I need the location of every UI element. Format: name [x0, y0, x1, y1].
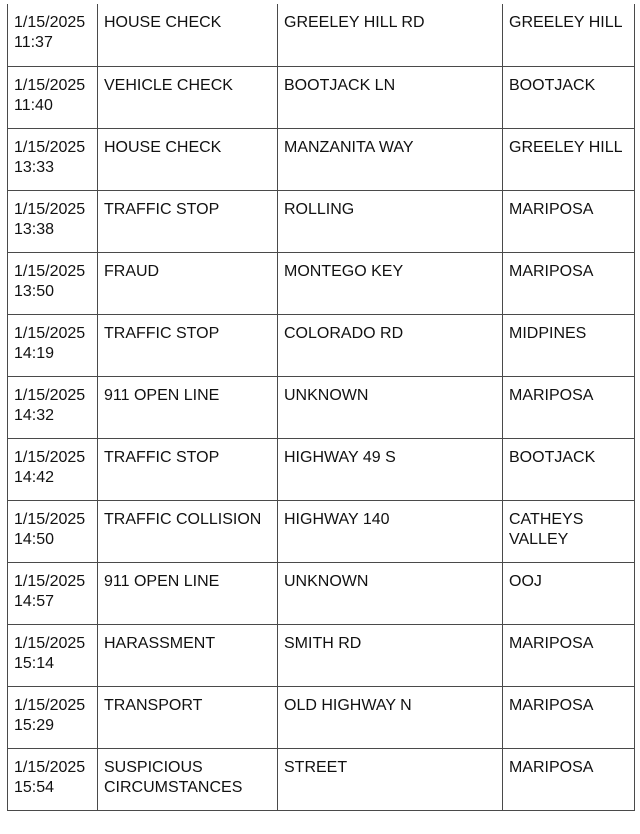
table-row [8, 4, 635, 66]
call-type-cell [98, 686, 278, 748]
call-type: HARASSMENT [104, 634, 216, 652]
location-cell [278, 748, 503, 810]
call-log-body [8, 4, 635, 810]
call-location: ROLLING [284, 200, 355, 218]
call-type-cell [98, 190, 278, 252]
call-location: UNKNOWN [284, 572, 369, 590]
call-area: MARIPOSA [509, 262, 594, 280]
location-cell [278, 562, 503, 624]
datetime-cell [8, 748, 98, 810]
location-cell [278, 686, 503, 748]
call-log-table [7, 4, 635, 811]
area-cell [503, 190, 635, 252]
table-row [8, 376, 635, 438]
call-date: 1/15/2025 [14, 758, 86, 776]
call-date: 1/15/2025 [14, 76, 86, 94]
call-type-cell [98, 438, 278, 500]
datetime-cell [8, 252, 98, 314]
call-type: 911 OPEN LINE [104, 572, 220, 590]
datetime-cell [8, 66, 98, 128]
call-type: TRANSPORT [104, 696, 203, 714]
area-cell [503, 128, 635, 190]
call-type: HOUSE CHECK [104, 14, 222, 31]
location-cell [278, 314, 503, 376]
location-cell [278, 624, 503, 686]
call-time: 13:50 [14, 282, 55, 300]
call-type: 911 OPEN LINE [104, 386, 220, 404]
datetime-cell [8, 562, 98, 624]
call-date: 1/15/2025 [14, 634, 86, 652]
datetime-cell [8, 500, 98, 562]
call-time: 13:33 [14, 158, 55, 176]
location-cell [278, 66, 503, 128]
location-cell [278, 252, 503, 314]
call-type: TRAFFIC STOP [104, 324, 220, 342]
call-type-cell [98, 4, 278, 66]
call-location: STREET [284, 758, 348, 776]
call-area: BOOTJACK [509, 448, 596, 466]
call-date: 1/15/2025 [14, 200, 86, 218]
call-type-cell [98, 314, 278, 376]
call-date: 1/15/2025 [14, 324, 86, 342]
area-cell [503, 376, 635, 438]
location-cell [278, 128, 503, 190]
call-time: 15:29 [14, 716, 55, 734]
call-location: OLD HIGHWAY N [284, 696, 412, 714]
call-area: MARIPOSA [509, 696, 594, 714]
call-time: 11:40 [14, 96, 53, 114]
call-location: SMITH RD [284, 634, 362, 652]
call-date: 1/15/2025 [14, 510, 86, 528]
table-row [8, 624, 635, 686]
location-cell [278, 438, 503, 500]
location-cell [278, 190, 503, 252]
table-row [8, 686, 635, 748]
call-time: 11:37 [14, 34, 53, 51]
call-type: FRAUD [104, 262, 160, 280]
call-date: 1/15/2025 [14, 696, 86, 714]
table-row [8, 438, 635, 500]
call-date: 1/15/2025 [14, 572, 86, 590]
area-cell [503, 314, 635, 376]
area-cell [503, 4, 635, 66]
call-type-cell [98, 624, 278, 686]
table-row [8, 66, 635, 128]
call-area: CATHEYS VALLEY [509, 510, 584, 548]
call-time: 13:38 [14, 220, 55, 238]
call-area: MARIPOSA [509, 634, 594, 652]
table-row [8, 252, 635, 314]
datetime-cell [8, 686, 98, 748]
call-type: VEHICLE CHECK [104, 76, 233, 94]
call-type: SUSPICIOUS CIRCUMSTANCES [104, 758, 243, 796]
table-row [8, 128, 635, 190]
area-cell [503, 500, 635, 562]
area-cell [503, 686, 635, 748]
call-area: GREELEY HILL [509, 138, 623, 156]
datetime-cell [8, 314, 98, 376]
call-time: 14:32 [14, 406, 55, 424]
call-type-cell [98, 500, 278, 562]
call-area: GREELEY HILL [509, 14, 623, 31]
area-cell [503, 438, 635, 500]
call-date: 1/15/2025 [14, 138, 86, 156]
call-location: COLORADO RD [284, 324, 404, 342]
datetime-cell [8, 438, 98, 500]
datetime-cell [8, 128, 98, 190]
call-type-cell [98, 66, 278, 128]
call-location: BOOTJACK LN [284, 76, 396, 94]
area-cell [503, 66, 635, 128]
table-row [8, 500, 635, 562]
call-time: 14:42 [14, 468, 55, 486]
call-location: MANZANITA WAY [284, 138, 414, 156]
area-cell [503, 252, 635, 314]
call-time: 15:54 [14, 778, 55, 796]
call-type-cell [98, 128, 278, 190]
datetime-cell [8, 376, 98, 438]
call-date: 1/15/2025 [14, 262, 86, 280]
area-cell [503, 624, 635, 686]
call-location: MONTEGO KEY [284, 262, 404, 280]
call-area: OOJ [509, 572, 542, 590]
location-cell [278, 500, 503, 562]
location-cell [278, 4, 503, 66]
call-area: MARIPOSA [509, 386, 594, 404]
call-type: TRAFFIC STOP [104, 200, 220, 218]
call-type: HOUSE CHECK [104, 138, 222, 156]
table-row [8, 748, 635, 810]
call-type: TRAFFIC STOP [104, 448, 220, 466]
call-location: HIGHWAY 140 [284, 510, 390, 528]
call-time: 14:50 [14, 530, 55, 548]
call-time: 14:19 [14, 344, 55, 362]
call-area: BOOTJACK [509, 76, 596, 94]
table-row [8, 190, 635, 252]
area-cell [503, 748, 635, 810]
call-area: MARIPOSA [509, 200, 594, 218]
call-type-cell [98, 376, 278, 438]
call-location: UNKNOWN [284, 386, 369, 404]
call-type: TRAFFIC COLLISION [104, 510, 262, 528]
call-time: 14:57 [14, 592, 55, 610]
call-date: 1/15/2025 [14, 386, 86, 404]
call-date: 1/15/2025 [14, 448, 86, 466]
location-cell [278, 376, 503, 438]
call-date: 1/15/2025 [14, 14, 86, 31]
datetime-cell [8, 624, 98, 686]
table-row [8, 562, 635, 624]
call-location: HIGHWAY 49 S [284, 448, 396, 466]
call-location: GREELEY HILL RD [284, 14, 425, 31]
call-type-cell [98, 562, 278, 624]
call-area: MARIPOSA [509, 758, 594, 776]
area-cell [503, 562, 635, 624]
datetime-cell [8, 4, 98, 66]
call-time: 15:14 [14, 654, 55, 672]
call-type-cell [98, 748, 278, 810]
call-area: MIDPINES [509, 324, 587, 342]
call-type-cell [98, 252, 278, 314]
datetime-cell [8, 190, 98, 252]
table-row [8, 314, 635, 376]
